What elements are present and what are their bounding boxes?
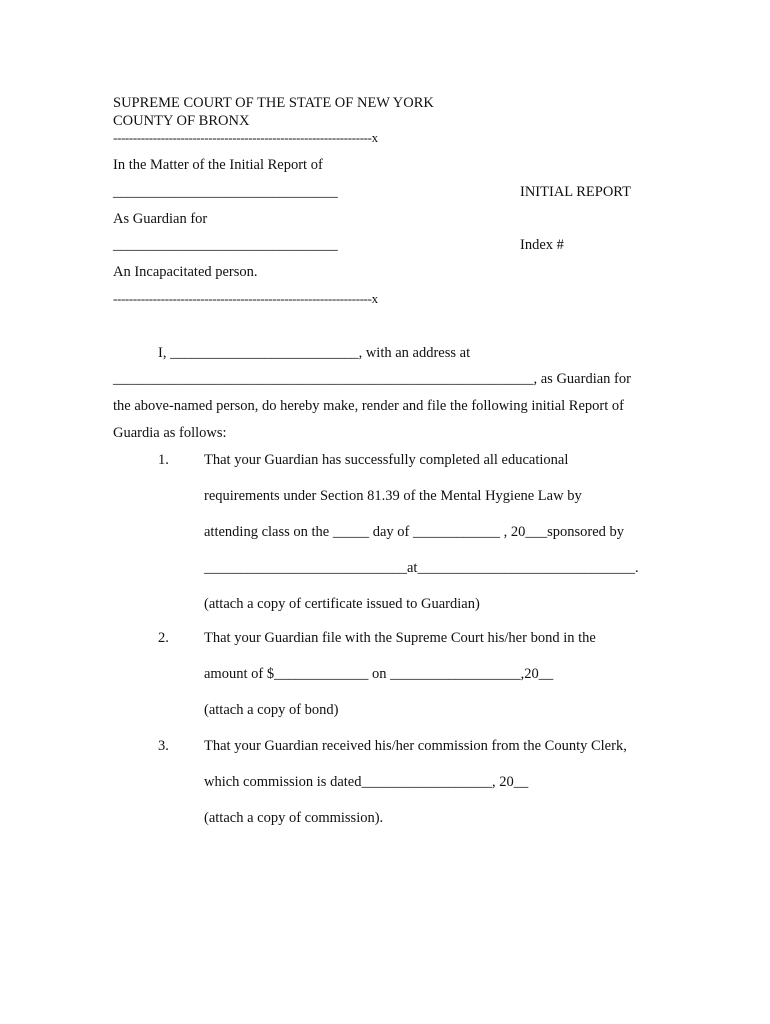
item-3-line-3: (attach a copy of commission). [204,810,384,826]
item-number-2: 2. [158,630,169,646]
item-number-1: 1. [158,452,169,468]
caption-divider-top: -----------------------------------------------------------------x [113,130,378,145]
index-number-label: Index # [520,237,564,253]
intro-line-1: I, __________________________, with an address at [158,345,471,361]
as-guardian-for-label: As Guardian for [113,211,208,227]
item-2-line-3: (attach a copy of bond) [204,702,339,718]
item-1-line-4: ____________________________at______________________________. [204,560,639,576]
matter-line: In the Matter of the Initial Report of [113,157,323,173]
court-name: SUPREME COURT OF THE STATE OF NEW YORK [113,95,434,111]
item-1-line-2: requirements under Section 81.39 of the Mental Hygiene Law by [204,488,582,504]
item-1-line-1: That your Guardian has successfully completed all educational [204,452,569,468]
intro-line-3: the above-named person, do hereby make, render and file the following initial Report of [113,398,624,414]
item-2-line-2: amount of $_____________ on __________________,20__ [204,666,554,682]
incapacitated-name-blank: _______________________________ [113,237,338,253]
item-3-line-2: which commission is dated__________________, 20__ [204,774,529,790]
caption-divider-bottom: -----------------------------------------------------------------x [113,291,378,306]
document-title: INITIAL REPORT [520,184,631,200]
county-name: COUNTY OF BRONX [113,113,250,129]
intro-line-2: __________________________________________________________, as Guardian for [113,371,631,387]
item-number-3: 3. [158,738,169,754]
item-2-line-1: That your Guardian file with the Supreme Court his/her bond in the [204,630,596,646]
item-1-line-3: attending class on the _____ day of ____________ , 20___sponsored by [204,524,625,540]
guardian-name-blank: _______________________________ [113,184,338,200]
incapacitated-person-label: An Incapacitated person. [113,264,258,280]
intro-line-4: Guardia as follows: [113,425,227,441]
item-3-line-1: That your Guardian received his/her commission from the County Clerk, [204,738,627,754]
item-1-line-5: (attach a copy of certificate issued to Guardian) [204,596,480,612]
